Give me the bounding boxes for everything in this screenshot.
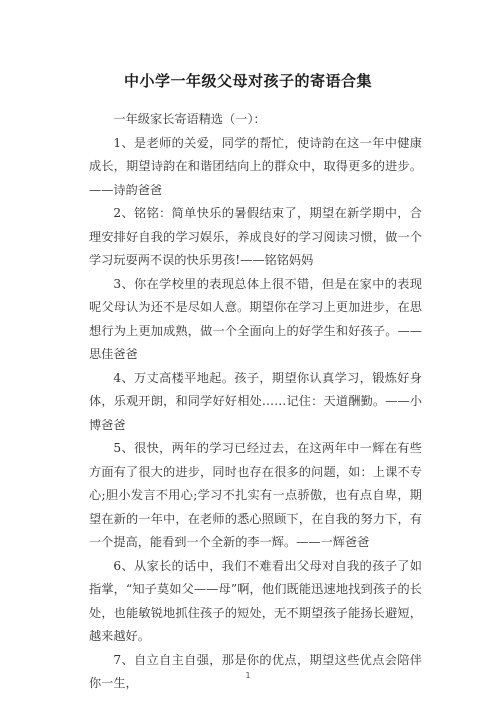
paragraph-4: 4、万丈高楼平地起。孩子，期望你认真学习，锻炼好身体，乐观开朗，和同学好好相处……记住：天道酬勤。——小博爸爸 <box>89 370 422 432</box>
paragraph-3: 3、你在学校里的表现总体上很不错，但是在家中的表现呢父母认为还不是尽如人意。期望你在学习上更加进步，在思想行为上更加成熟，做一个全面向上的好学生和好孩子。——思佳爸爸 <box>89 276 422 361</box>
paragraph-7: 7、自立自主自强，那是你的优点，期望这些优点会陪伴你一生， <box>89 652 422 690</box>
paragraph-5: 5、很快，两年的学习已经过去，在这两年中一辉在有些方面有了很大的进步，同时也存在很多的问题，如：上课不专心;胆小发言不用心;学习不扎实有一点骄傲，也有点自卑，期望在新的一年中，在老师的悉心照顾下，在自我的努力下，有一个提高，能看到一个全新的李一辉。——一辉爸爸 <box>89 441 422 549</box>
document-body <box>89 108 422 696</box>
document-title: 中小学一年级父母对孩子的寄语合集 <box>123 72 372 90</box>
paragraph-intro: 一年级家长寄语精选（一）： <box>113 112 266 126</box>
paragraph-2: 2、铭铭：简单快乐的暑假结束了，期望在新学期中，合理安排好自我的学习娱乐，养成良好的学习阅读习惯，做一个学习玩耍两不误的快乐男孩!——铭铭妈妈 <box>89 206 422 267</box>
paragraph-6: 6、从家长的话中，我们不难看出父母对自我的孩子了如指掌，“知子莫如父——母”啊，他们既能迅速地找到孩子的长处，也能敏锐地抓住孩子的短处，无不期望孩子能扬长避短，越来越好。 <box>89 558 422 643</box>
page-number: 1 <box>245 671 251 680</box>
paragraph-1: 1、是老师的关爱，同学的帮忙，使诗韵在这一年中健康成长，期望诗韵在和谐团结向上的群众中，取得更多的进步。——诗韵爸爸 <box>89 135 422 197</box>
